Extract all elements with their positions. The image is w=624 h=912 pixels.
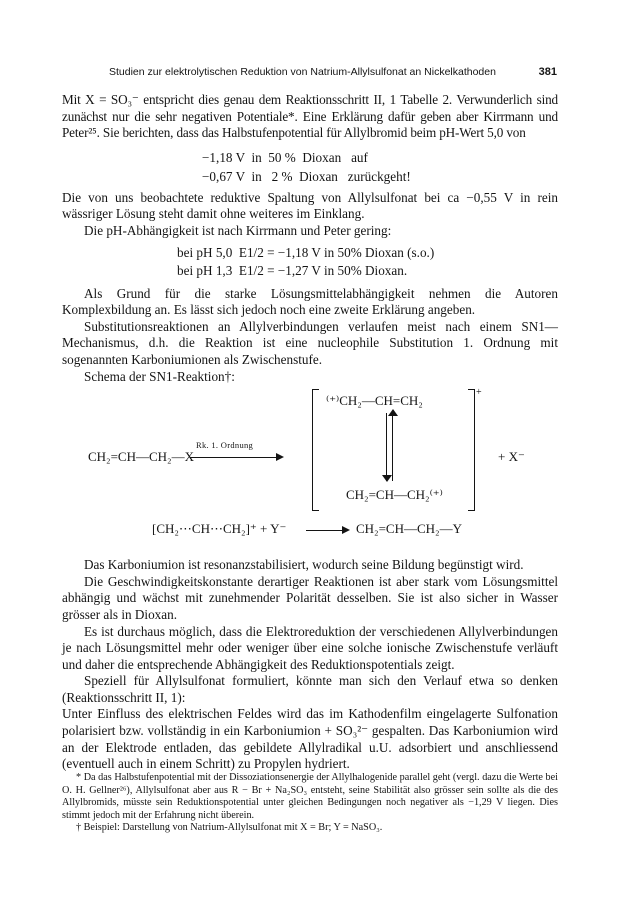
reaction-arrow-head xyxy=(276,453,284,461)
resonance-arrow-down xyxy=(386,413,387,481)
scheme-arrow-label: Rk. 1. Ordnung xyxy=(196,440,254,451)
left-bracket xyxy=(312,389,319,511)
bracket-charge: + xyxy=(476,387,482,399)
potential-comparison xyxy=(202,148,558,186)
paragraph-10: Speziell für Allylsulfonat formuliert, könnte man sich den Verlauf etwa so denken (Reaktionsschritt II, 1): xyxy=(62,673,558,705)
paragraph-11: Unter Einfluss des elektrischen Feldes wird das im Kathodenfilm eingelagerte Sulfonation polarisiert bzw. vollständig in ein Karboniumion + SO₃²⁻ gespalten. Das Karboniumion wird an der Elektrode entladen, das gebildete Allylradikal u.U. adsorbiert und anschliessend (eventuell auch in einem Schritt) zu Propylen hydriert. xyxy=(62,706,558,772)
paragraph-3: Die pH-Abhängigkeit ist nach Kirrmann und Peter gering: xyxy=(84,222,392,238)
scheme-leaving-group: + X⁻ xyxy=(498,449,525,465)
formula-line-1: −1,18 V in 50 % Dioxan auf xyxy=(202,149,368,165)
running-title: Studien zur elektrolytischen Reduktion von Natrium-Allylsulfonat an Nickelkathoden xyxy=(109,66,496,78)
paragraph-2: Die von uns beobachtete reduktive Spaltung von Allylsulfonat bei ca −0,55 V in rein wässriger Lösung steht damit ohne weiteres im Einklang. xyxy=(62,189,558,222)
product-arrow-head xyxy=(342,526,350,534)
scheme-line2-reactants: [CH₂⋯CH⋯CH₂]⁺ + Y⁻ xyxy=(152,521,287,537)
resonance-arrow-head-up xyxy=(388,409,398,416)
running-header xyxy=(109,66,557,84)
main-text xyxy=(62,92,558,773)
formula-line-2: −0,67 V in 2 % Dioxan zurückgeht! xyxy=(202,168,411,184)
paragraph-4: Als Grund für die starke Lösungsmittelabhängigkeit nehmen die Autoren Komplexbildung an. Es lässt sich jedoch noch eine zweite Erklärung angeben. xyxy=(62,285,558,318)
paragraph-7: Das Karboniumion ist resonanzstabilisiert, wodurch seine Bildung begünstigt wird. xyxy=(84,557,524,573)
product-arrow-line xyxy=(306,530,344,531)
paragraph-1: Mit X = SO₃⁻ entspricht dies genau dem Reaktionsschritt II, 1 Tabelle 2. Verwunderlich sind zunächst nur die sehr negativen Potentiale*. Eine Erklärung dafür geben aber Kirrmann und Peter²⁵. Sie berichten, dass das Halbstufenpotential für Allylbromid beim pH-Wert 5,0 von xyxy=(62,92,558,141)
right-bracket xyxy=(468,389,475,511)
sn1-reaction-scheme xyxy=(62,387,558,557)
page-number: 381 xyxy=(538,66,557,78)
cation-resonance-bottom: CH₂=CH—CH₂⁽⁺⁾ xyxy=(346,487,443,503)
scheme-reactant: CH₂=CH—CH₂—X xyxy=(88,449,194,465)
paragraph-8: Die Geschwindigkeitskonstante derartiger Reaktionen ist aber stark vom Lösungsmittel abhängig und wächst mit zunehmender Polarität desselben. Sie ist also sicher in Wasser grösser als in Dioxan. xyxy=(62,573,558,622)
ph-dependence xyxy=(177,244,558,280)
paragraph-5: Substitutionsreaktionen an Allylverbindungen verlaufen meist nach einem SN1—Mechanismus, d.h. die Reaktion ist eine nucleophile Substitution 1. Ordnung mit sogenannten Karboniumionen als Zwischenstufe. xyxy=(62,318,558,367)
paragraph-6: Schema der SN1-Reaktion†: xyxy=(84,368,235,384)
resonance-arrow-head-down xyxy=(382,475,392,482)
footnote-dagger: † Beispiel: Darstellung von Natrium-Allylsulfonat mit X = Br; Y = NaSO₃. xyxy=(76,822,383,834)
footnote-star: * Da das Halbstufenpotential mit der Dissoziationsenergie der Allylhalogenide parallel geht (vergl. dazu die Werte bei O. H. Gellner²⁶), Allylsulfonat aber aus R − Br + Na₂SO₃ entsteht, seine Stabilität also grösser sein sollte als die des Allylbromids, müsste sein Reduktionspotential unter gleichen Bedingungen noch negativer als −1,29 V liegen. Dies stimmt jedoch mit der Erfahrung nicht überein. xyxy=(62,772,558,821)
cation-resonance-top: ⁽⁺⁾CH₂—CH=CH₂ xyxy=(326,393,423,409)
resonance-arrow-up xyxy=(392,413,393,481)
formula-ph-line-2: bei pH 1,3 E1/2 = −1,27 V in 50% Dioxan. xyxy=(177,262,408,278)
scheme-line2-product: CH₂=CH—CH₂—Y xyxy=(356,521,462,537)
reaction-arrow-line xyxy=(190,457,278,458)
paragraph-9: Es ist durchaus möglich, dass die Elektroreduktion der verschiedenen Allylverbindungen je nach Lösungsmittel mehr oder weniger über eine solche ionische Zwischenstufe verläuft und daher die entsprechende Abhängigkeit des Reduktionspotentials zeigt. xyxy=(62,623,558,672)
footnotes xyxy=(62,772,558,835)
formula-ph-line-1: bei pH 5,0 E1/2 = −1,18 V in 50% Dioxan (s.o.) xyxy=(177,244,435,260)
